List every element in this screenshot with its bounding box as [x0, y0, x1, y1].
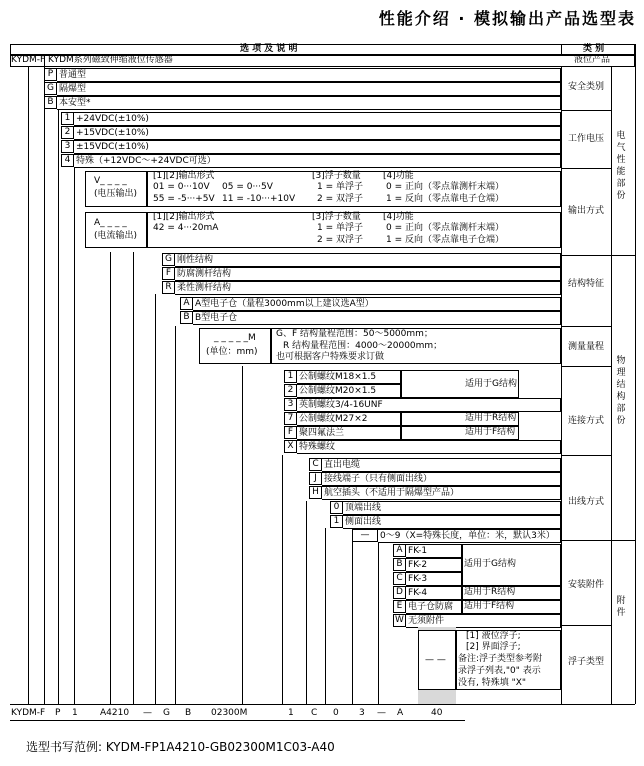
a-func-title: [4]功能: [383, 212, 414, 222]
a-float-2: 2 = 双浮子: [317, 235, 363, 245]
voltage-label-1: +24VDC(±10%): [74, 112, 561, 126]
ex-5: G: [163, 708, 170, 718]
a-f-title: [1][2]输出形式: [153, 212, 215, 222]
cable-code-h: H: [309, 486, 322, 499]
conn-code-7: 7: [284, 412, 297, 425]
float-l1: [1] 液位浮子;: [466, 631, 521, 641]
v-func-title: [4]功能: [383, 171, 414, 181]
table-header: [10, 44, 635, 55]
range-line2: R 结构量程范围：4000～20000mm；: [283, 341, 443, 351]
conn-label-x: 特殊螺纹: [297, 440, 561, 454]
cable-len-label: 0～9（X=特殊长度，单位：米，默认3米）: [378, 529, 561, 543]
cat-structure: 结构特征: [567, 279, 604, 289]
cable-dir-code-0: 0: [330, 501, 343, 514]
conn-label-f: 聚四氟法兰: [297, 426, 401, 440]
a-func-0: 0 = 正向（零点靠测杆末端）: [386, 223, 504, 233]
v-float-1: 1 = 单浮子: [317, 182, 363, 192]
ex-13: A: [397, 708, 404, 718]
cat-safety: 安全类别: [567, 82, 604, 92]
conn-note-f: 适用于F结构: [465, 427, 516, 437]
housing-label-b: B型电子仓: [193, 311, 561, 325]
cable-label-h: 航空插头（不适用于隔爆型产品）: [322, 486, 561, 500]
acc-code-c: C: [393, 572, 406, 585]
cat-accessory: 安装附件: [567, 580, 604, 590]
acc-label-a: FK-1: [406, 544, 462, 558]
voltage-label-3: ±15VDC(±10%): [74, 140, 561, 154]
conn-label-1: 公制螺纹M18×1.5: [297, 370, 401, 384]
ex-9: C: [311, 708, 318, 718]
ex-10: 0: [333, 708, 339, 718]
float-code: — —: [425, 655, 446, 665]
safety-code-g: G: [44, 82, 57, 95]
model-code: KYDM-F: [11, 55, 46, 65]
ex-6: B: [185, 708, 192, 718]
range-line3: 也可根据客户特殊要求订做: [276, 352, 385, 362]
voltage-code-3: 3: [61, 140, 74, 153]
acc-label-w: 无须附件: [406, 614, 561, 628]
housing-code-a: A: [180, 297, 193, 310]
model-desc: KYDM系列磁致伸缩液位传感器: [48, 55, 173, 65]
acc-code-b: B: [393, 558, 406, 571]
cable-dir-label-1: 侧面出线: [343, 515, 561, 529]
struct-code-r: R: [162, 281, 175, 294]
ex-2: 1: [72, 708, 78, 718]
safety-code-p: P: [44, 68, 57, 81]
cable-label-j: 接线端子（只有侧面出线）: [322, 472, 561, 486]
float-l3: 备注:浮子类型参考附: [458, 654, 543, 664]
conn-note-g: 适用于G结构: [465, 379, 517, 389]
conn-label-7: 公制螺纹M27×2: [297, 412, 401, 426]
acc-note-g: 适用于G结构: [464, 559, 516, 569]
conn-label-3: 英制螺纹3/4-16UNF: [297, 398, 561, 412]
group-elec: 电 气 性 能 部 份: [616, 131, 626, 201]
acc-note-f: 适用于F结构: [464, 601, 515, 611]
housing-code-b: B: [180, 311, 193, 324]
range-line1: G、F 结构量程范围：50～5000mm；: [276, 329, 433, 339]
cat-voltage: 工作电压: [567, 134, 604, 144]
cat-connection: 连接方式: [567, 416, 604, 426]
conn-code-f: F: [284, 426, 297, 439]
conn-code-2: 2: [284, 384, 297, 397]
safety-label-g: 隔爆型: [57, 82, 561, 96]
v-f1: 01 = 0···10V: [153, 182, 210, 192]
v-func-0: 0 = 正向（零点靠测杆末端）: [386, 182, 504, 192]
safety-code-b: B: [44, 96, 57, 109]
cat-output: 输出方式: [567, 206, 604, 216]
ex-3: A4210: [100, 708, 130, 718]
cable-dir-code-1: 1: [330, 515, 343, 528]
cable-label-c: 直出电缆: [322, 458, 561, 472]
conn-code-x: X: [284, 440, 297, 453]
voltage-code-4: 4: [61, 154, 74, 167]
cable-code-c: C: [309, 458, 322, 471]
page-title: 性能介绍 · 模拟输出产品选型表: [378, 9, 636, 28]
output-a-label: (电流输出): [94, 231, 138, 241]
voltage-code-2: 2: [61, 126, 74, 139]
output-v-label: (电压输出): [94, 189, 138, 199]
float-l2: [2] 界面浮子;: [466, 642, 521, 652]
acc-label-c: FK-3: [406, 572, 462, 586]
a-float-title: [3]浮子数量: [312, 212, 361, 222]
range-code: _ _ _ _ _M: [214, 333, 256, 343]
safety-label-p: 普通型: [57, 68, 561, 82]
acc-code-w: W: [393, 614, 406, 627]
a-float-1: 1 = 单浮子: [317, 223, 363, 233]
conn-label-2: 公制螺纹M20×1.5: [297, 384, 401, 398]
conn-note-r: 适用于R结构: [465, 413, 517, 423]
conn-code-3: 3: [284, 398, 297, 411]
cat-cable: 出线方式: [567, 497, 604, 507]
v-func-1: 1 = 反向（零点靠电子仓端）: [386, 194, 504, 204]
range-unit: (单位：mm): [206, 347, 258, 357]
header-category: 类 别: [583, 44, 605, 54]
struct-code-f: F: [162, 267, 175, 280]
struct-label-r: 柔性测杆结构: [175, 281, 561, 295]
v-f1b: 05 = 0···5V: [222, 182, 273, 192]
float-l5: 没有, 特殊填 "X": [458, 678, 527, 688]
cable-code-j: J: [309, 472, 322, 485]
acc-label-d: FK-4: [406, 586, 462, 600]
cat-range: 测量量程: [567, 342, 604, 352]
v-f2: 55 = -5···+5V: [153, 194, 215, 204]
group-phys: 物 理 结 构 部 份: [616, 356, 626, 426]
float-l4: 录浮子列表,"0" 表示: [458, 666, 541, 676]
model-cat: 液位产品: [574, 55, 611, 65]
ex-8: 1: [288, 708, 294, 718]
acc-note-r: 适用于R结构: [464, 587, 516, 597]
v-float-title: [3]浮子数量: [312, 171, 361, 181]
ex-4: —: [143, 708, 152, 718]
v-f-title: [1][2]输出形式: [153, 171, 215, 181]
output-a-code: A_ _ _ _: [94, 218, 127, 228]
cable-dir-label-0: 顶端出线: [343, 501, 561, 515]
acc-code-a: A: [393, 544, 406, 557]
acc-code-d: D: [393, 586, 406, 599]
ex-14: 40: [431, 708, 443, 718]
acc-label-e: 电子仓防腐: [406, 600, 462, 614]
a-func-1: 1 = 反向（零点靠电子仓端）: [386, 235, 504, 245]
safety-label-b: 本安型*: [57, 96, 561, 110]
struct-label-g: 刚性结构: [175, 253, 561, 267]
voltage-label-4: 特殊（+12VDC～+24VDC可选）: [74, 154, 561, 168]
a-f1: 42 = 4···20mA: [153, 223, 219, 233]
acc-label-b: FK-2: [406, 558, 462, 572]
ex-1: P: [55, 708, 61, 718]
struct-label-f: 防腐测杆结构: [175, 267, 561, 281]
housing-label-a: A型电子仓（量程3000mm以上建议选A型）: [193, 297, 561, 311]
group-acc: 附 件: [616, 596, 626, 618]
ex-7: 02300M: [211, 708, 248, 718]
ex-11: 3: [359, 708, 365, 718]
v-float-2: 2 = 双浮子: [317, 194, 363, 204]
cable-len-code: —: [352, 529, 378, 542]
voltage-label-2: +15VDC(±10%): [74, 126, 561, 140]
struct-code-g: G: [162, 253, 175, 266]
voltage-code-1: 1: [61, 112, 74, 125]
ex-0: KYDM-F: [11, 708, 46, 718]
ex-12: —: [377, 708, 386, 718]
example-text: 选型书写范例: KYDM-FP1A4210-GB02300M1C03-A40: [26, 740, 335, 754]
header-options: 选 项 及 说 明: [240, 44, 298, 54]
acc-code-e: E: [393, 600, 406, 613]
cat-floattype: 浮子类型: [567, 657, 604, 667]
output-v-code: V_ _ _ _: [94, 176, 127, 186]
v-f2b: 11 = -10···+10V: [222, 194, 296, 204]
conn-code-1: 1: [284, 370, 297, 383]
